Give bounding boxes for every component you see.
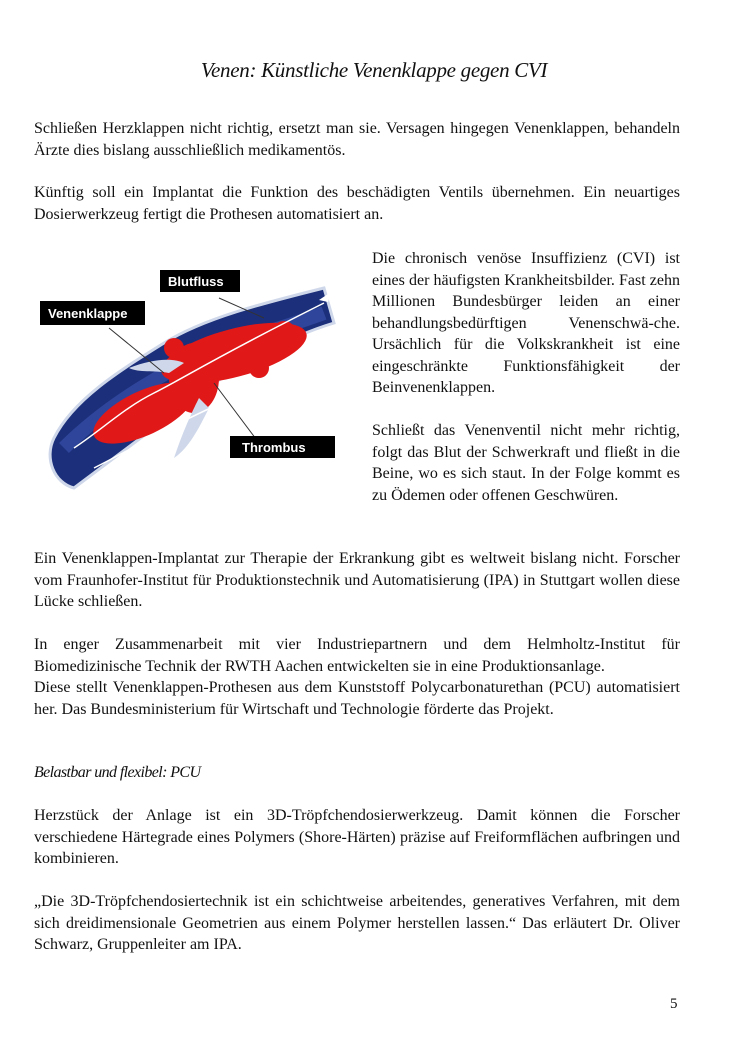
label-blutfluss: [160, 270, 240, 292]
svg-text:Venenklappe: Venenklappe: [48, 306, 128, 321]
svg-text:Thrombus: Thrombus: [242, 440, 306, 455]
intro-paragraph-2: Künftig soll ein Implantat die Funktion des beschädigten Ventils übernehmen. Ein neuartiges Dosierwerkzeug fertigt die Prothesen automatisiert an.: [34, 184, 680, 223]
column-paragraph-2: Schließt das Venenventil nicht mehr richtig, folgt das Blut der Schwerkraft und fließt in die Beine, wo es sich staut. In der Folge kommt es zu Ödemen oder offenen Geschwüren.: [372, 422, 680, 504]
page-title: Venen: Künstliche Venenklappe gegen CVI: [200, 58, 548, 82]
paragraph-dosing-tool: Herzstück der Anlage ist ein 3D-Tröpfchendosierwerkzeug. Damit können die Forscher verschiedene Härtegrade eines Polymers (Shore-Härten) präzise auf Freiformflächen aufbringen und kombinieren.: [34, 807, 680, 867]
column-paragraph-1: Die chronisch venöse Insuffizienz (CVI) ist eines der häufigsten Krankheitsbilder. Fast zehn Millionen Bundesbürger leiden an einer behandlungsbedürftigen Venenschwä-che. Ursächlich für die Volkskrankheit ist eine eingeschränkte Funktionsfähigkeit der Beinvenenklappen.: [372, 250, 680, 396]
label-thrombus: [230, 436, 335, 458]
paragraph-production: Diese stellt Venenklappen-Prothesen aus dem Kunststoff Polycarbonaturethan (PCU) automatisiert her. Das Bundesministerium für Wirtschaft und Technologie förderte das Projekt.: [34, 679, 680, 718]
svg-text:Blutfluss: Blutfluss: [168, 274, 224, 289]
paragraph-quote: „Die 3D-Tröpfchendosiertechnik ist ein schichtweise arbeitendes, generatives Verfahren, mit dem sich dreidimensionale Geometrien aus einem Polymer herstellen lassen.“ Das erläutert Dr. Oliver Schwarz, Gruppenleiter am IPA.: [34, 893, 680, 953]
subheading: Belastbar und flexibel: PCU: [34, 764, 201, 781]
label-venenklappe: [40, 301, 145, 325]
paragraph-cooperation: In enger Zusammenarbeit mit vier Industriepartnern und dem Helmholtz-Institut für Biomedizinische Technik der RWTH Aachen entwickelten sie in eine Produktionsanlage.: [34, 636, 680, 675]
paragraph-implant: Ein Venenklappen-Implantat zur Therapie der Erkrankung gibt es weltweit bislang nicht. Forscher vom Fraunhofer-Institut für Produktionstechnik und Automatisierung (IPA) in Stuttgart wollen diese Lücke schließen.: [34, 550, 680, 610]
page-number: 5: [670, 996, 678, 1012]
intro-paragraph-1: Schließen Herzklappen nicht richtig, ersetzt man sie. Versagen hingegen Venenklappen, behandeln Ärzte dies bislang ausschließlich medikamentös.: [34, 120, 680, 159]
vein-thrombus-illustration: [34, 258, 362, 498]
